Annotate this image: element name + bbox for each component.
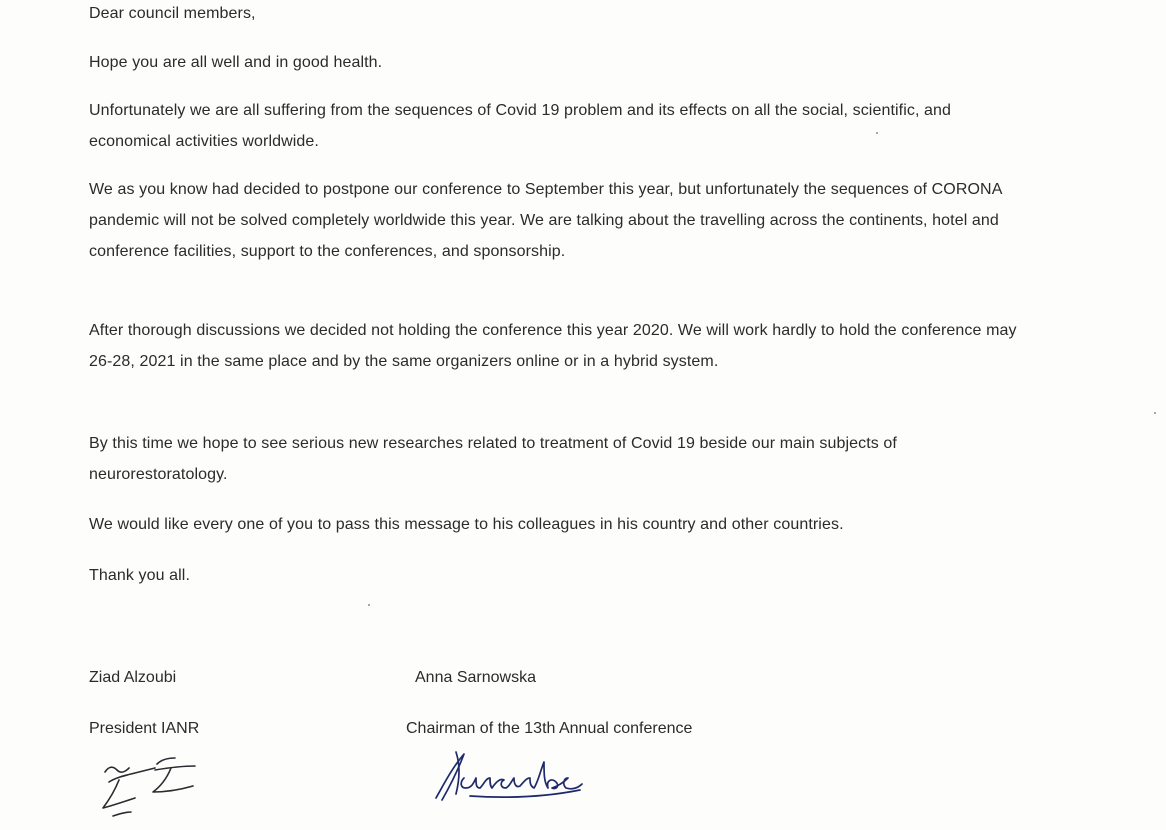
paragraph-research: By this time we hope to see serious new researches related to treatment of Covid 19 beside our main subjects of neurorestoratology. (89, 435, 897, 483)
signatory-title-chairman: Chairman of the 13th Annual conference (406, 720, 693, 737)
scan-speck (1154, 412, 1156, 414)
paragraph-postponement: We as you know had decided to postpone our conference to September this year, but unfortunately the sequences of CORONA pandemic will not be solved completely worldwide this year. We are talking about the travelling across the continents, hotel and conference facilities, support to the conferences, and sponsorship. (89, 181, 1002, 260)
salutation: Dear council members, (89, 5, 256, 22)
scan-speck (876, 132, 878, 134)
paragraph-decision: After thorough discussions we decided not holding the conference this year 2020. We will work hardly to hold the conference may 26-28, 2021 in the same place and by the same organizers online or in a hybrid system. (89, 322, 1017, 370)
paragraph-thanks: Thank you all. (89, 567, 191, 584)
handwritten-signature-chairman (430, 748, 610, 812)
paragraph-greeting: Hope you are all well and in good health. (89, 54, 383, 71)
signatory-title-president: President IANR (89, 720, 200, 737)
signatory-name-president: Ziad Alzoubi (89, 669, 177, 686)
handwritten-signature-president (95, 750, 215, 822)
signatory-name-chairman: Anna Sarnowska (415, 669, 536, 686)
paragraph-covid-effects: Unfortunately we are all suffering from the sequences of Covid 19 problem and its effects on all the social, scientific, and economical activities worldwide. (89, 102, 952, 150)
paragraph-pass-message: We would like every one of you to pass this message to his colleagues in his country and other countries. (89, 516, 844, 533)
scan-speck (368, 604, 370, 606)
